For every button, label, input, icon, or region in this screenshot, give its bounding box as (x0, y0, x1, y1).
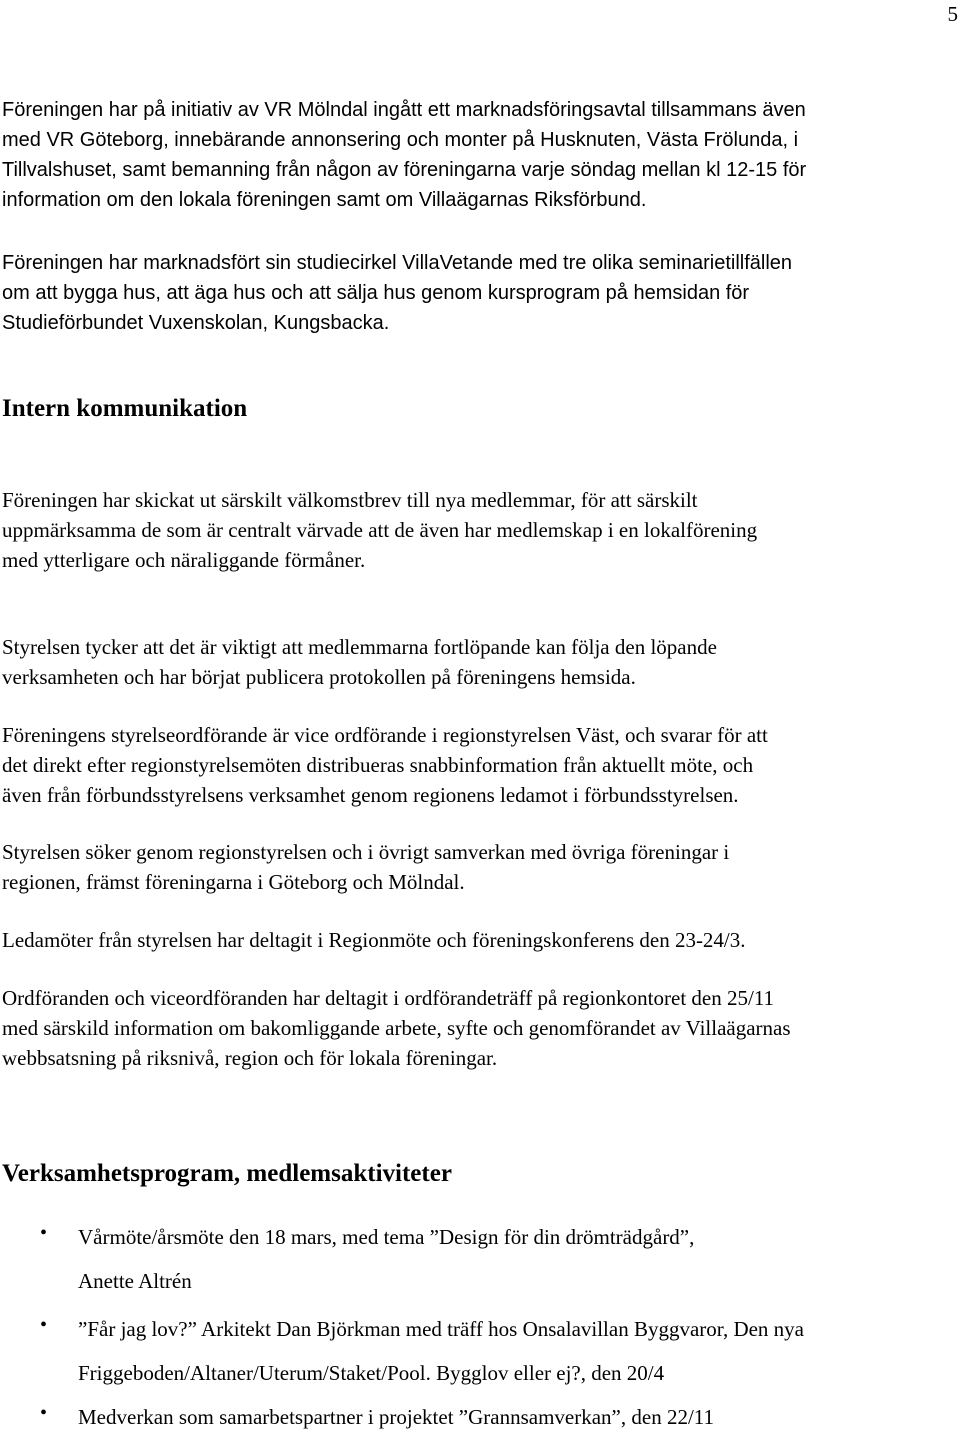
intro-paragraph-2 (2, 248, 792, 338)
text-line: med VR Göteborg, innebärande annonsering och monter på Husknuten, Västa Frölunda, i (2, 129, 799, 151)
text-line: verksamheten och har börjat publicera protokollen på föreningens hemsida. (2, 665, 636, 689)
intern-paragraph-3 (2, 720, 768, 810)
text-line: uppmärksamma de som är centralt värvade att de även har medlemskap i en lokalförening (2, 518, 758, 542)
list-item-line: Friggeboden/Altaner/Uterum/Staket/Pool. Bygglov eller ej?, den 20/4 (78, 1361, 665, 1385)
bullet-icon: • (40, 1314, 48, 1336)
section-heading-intern: Intern kommunikation (2, 395, 248, 422)
text-line: Styrelsen söker genom regionstyrelsen och i övrigt samverkan med övriga föreningar i (2, 840, 730, 864)
text-line: det direkt efter regionstyrelsemöten distribueras snabbinformation från aktuellt möte, och (2, 753, 754, 777)
text-line: Styrelsen tycker att det är viktigt att medlemmarna fortlöpande kan följa den löpande (2, 635, 717, 659)
intern-paragraph-1 (2, 485, 757, 575)
text-line: webbsatsning på riksnivå, region och för lokala föreningar. (2, 1046, 498, 1070)
list-item-line: Medverkan som samarbetspartner i projektet ”Grannsamverkan”, den 22/11 (78, 1405, 714, 1429)
list-item-line: Vårmöte/årsmöte den 18 mars, med tema ”Design för din drömträdgård”, (78, 1225, 695, 1249)
section-heading-program: Verksamhetsprogram, medlemsaktiviteter (2, 1160, 452, 1187)
page-number: 5 (947, 2, 958, 26)
text-line: Föreningen har på initiativ av VR Mölndal ingått ett marknadsföringsavtal tillsammans även (2, 99, 806, 121)
text-line: Ledamöter från styrelsen har deltagit i Regionmöte och föreningskonferens den 23-24/3. (2, 928, 746, 952)
text-line: med särskild information om bakomliggande arbete, syfte och genomförandet av Villaägarnas (2, 1016, 791, 1040)
text-line: Föreningen har marknadsfört sin studiecirkel VillaVetande med tre olika seminarietillfällen (2, 252, 793, 274)
list-item-line: ”Får jag lov?” Arkitekt Dan Björkman med träff hos Onsalavillan Byggvaror, Den nya (78, 1317, 804, 1341)
text-line: Föreningen har skickat ut särskilt välkomstbrev till nya medlemmar, för att särskilt (2, 488, 698, 512)
list-item (78, 1307, 804, 1395)
bullet-icon: • (40, 1222, 48, 1244)
bullet-icon: • (40, 1402, 48, 1424)
intro-paragraph-1 (2, 95, 806, 215)
intern-paragraph-6 (2, 983, 791, 1073)
text-line: Tillvalshuset, samt bemanning från någon av föreningarna varje söndag mellan kl 12-15 för (2, 159, 807, 181)
list-item (78, 1215, 694, 1303)
text-line: Föreningens styrelseordförande är vice ordförande i regionstyrelsen Väst, och svarar för att (2, 723, 768, 747)
list-item (78, 1395, 714, 1439)
text-line: med ytterligare och näraliggande förmåner. (2, 548, 366, 572)
intern-paragraph-4 (2, 837, 729, 897)
list-item-line: Anette Altrén (78, 1269, 192, 1293)
text-line: regionen, främst föreningarna i Göteborg och Mölndal. (2, 870, 465, 894)
text-line: information om den lokala föreningen samt om Villaägarnas Riksförbund. (2, 189, 647, 211)
text-line: Studieförbundet Vuxenskolan, Kungsbacka. (2, 312, 390, 334)
text-line: Ordföranden och viceordföranden har deltagit i ordförandeträff på regionkontoret den 25/11 (2, 986, 775, 1010)
text-line: om att bygga hus, att äga hus och att sälja hus genom kursprogram på hemsidan för (2, 282, 750, 304)
intern-paragraph-2 (2, 632, 717, 692)
intern-paragraph-5 (2, 925, 746, 955)
text-line: även från förbundsstyrelsens verksamhet genom regionens ledamot i förbundsstyrelsen. (2, 783, 739, 807)
